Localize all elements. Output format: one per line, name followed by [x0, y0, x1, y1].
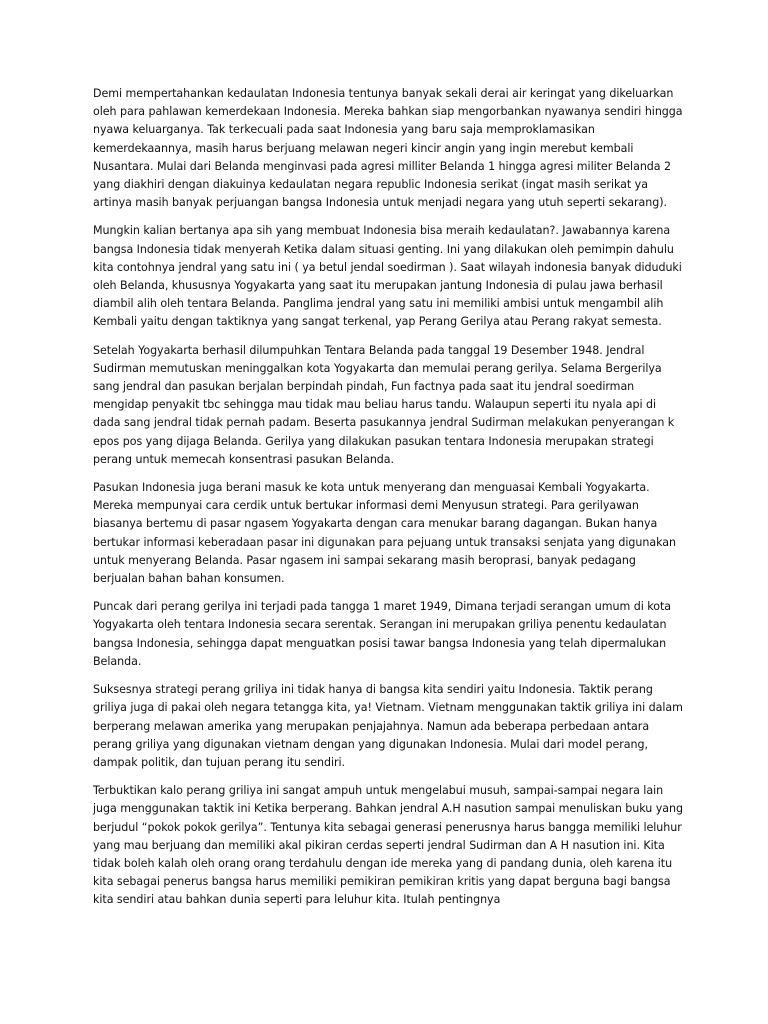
paragraph-3: Setelah Yogyakarta berhasil dilumpuhkan Tentara Belanda pada tanggal 19 Desember 1948. Jendral Sudirman memutuskan meninggalkan kota Yogyakarta dan memulai perang gerilya. Selama Bergerilya sang jendral dan pasukan berjalan berpindah pindah, Fun factnya pada saat itu jendral soedirman mengidap penyakit tbc sehingga mau tidak mau beliau harus tandu. Walaupun seperti itu nyala api di dada sang jendral tidak pernah padam. Beserta pasukannya jendral Sudirman melakukan penyerangan k epos pos yang dijaga Belanda. Gerilya yang dilakukan pasukan tentara Indonesia merupakan strategi perang untuk memecah konsentrasi pasukan Belanda.	[93, 343, 675, 466]
paragraph-7: Terbuktikan kalo perang griliya ini sangat ampuh untuk mengelabui musuh, sampai-sampai negara lain juga menggunakan taktik ini Ketika berperang. Bahkan jendral A.H nasution sampai menuliskan buku yang berjudul “pokok pokok gerilya”. Tentunya kita sebagai generasi penerusnya harus bangga memiliki leluhur yang mau berjuang dan memiliki akal pikiran cerdas seperti jendral Sudirman dan A H nasution ini. Kita tidak boleh kalah oleh orang orang terdahulu dengan ide mereka yang di pandang dunia, oleh karena itu kita sebagai penerus bangsa harus memiliki pemikiran pemikiran kritis yang dapat berguna bagi bangsa kita sendiri atau bahkan dunia seperti para leluhur kita. Itulah pentingnya	[93, 784, 683, 907]
paragraph-6: Suksesnya strategi perang griliya ini tidak hanya di bangsa kita sendiri yaitu Indonesia. Taktik perang griliya juga di pakai oleh negara tetangga kita, ya! Vietnam. Vietnam menggunakan taktik griliya ini dalam berperang melawan amerika yang merupakan penjajahnya. Namun ada beberapa perbedaan antara perang griliya yang digunakan vietnam dengan yang digunakan Indonesia. Mulai dari model perang, dampak politik, dan tujuan perang itu sendiri.	[93, 683, 683, 769]
paragraph-4: Pasukan Indonesia juga berani masuk ke kota untuk menyerang dan menguasai Kembali Yogyakarta. Mereka mempunyai cara cerdik untuk bertukar informasi demi Menyusun strategi. Para gerilyawan biasanya bertemu di pasar ngasem Yogyakarta dengan cara menukar barang dagangan. Bukan hanya bertukar informasi keberadaan pasar ini digunakan para pejuang untuk transaksi senjata yang digunakan untuk menyerang Belanda. Pasar ngasem ini sampai sekarang masih beroprasi, banyak pedagang berjualan bahan bahan konsumen.	[93, 481, 677, 586]
document-body	[93, 85, 685, 920]
paragraph-2: Mungkin kalian bertanya apa sih yang membuat Indonesia bisa meraih kedaulatan?. Jawabannya karena bangsa Indonesia tidak menyerah Ketika dalam situasi genting. Ini yang dilakukan oleh pemimpin dahulu kita contohnya jendral yang satu ini ( ya betul jendal soedirman ). Saat wilayah indonesia banyak diduduki oleh Belanda, khususnya Yogyakarta yang saat itu merupakan jantung Indonesia di pulau jawa berhasil diambil alih oleh tentara Belanda. Panglima jendral yang satu ini memiliki ambisi untuk mengambil alih Kembali yaitu dengan taktiknya yang sangat terkenal, yap Perang Gerilya atau Perang rakyat semesta.	[93, 224, 682, 329]
paragraph-5: Puncak dari perang gerilya ini terjadi pada tangga 1 maret 1949, Dimana terjadi serangan umum di kota Yogyakarta oleh tentara Indonesia secara serentak. Serangan ini merupakan griliya penentu kedaulatan bangsa Indonesia, sehingga dapat menguatkan posisi tawar bangsa Indonesia yang telah dipermalukan Belanda.	[93, 600, 672, 668]
paragraph-1: Demi mempertahankan kedaulatan Indonesia tentunya banyak sekali derai air keringat yang dikeluarkan oleh para pahlawan kemerdekaan Indonesia. Mereka bahkan siap mengorbankan nyawanya sendiri hingga nyawa keluarganya. Tak terkecuali pada saat Indonesia yang baru saja memproklamasikan kemerdekaannya, masih harus berjuang melawan negeri kincir angin yang ingin merebut kembali Nusantara. Mulai dari Belanda menginvasi pada agresi milliter Belanda 1 hingga agresi militer Belanda 2 yang diakhiri dengan diakuinya kedaulatan negara republic Indonesia serikat (ingat masih serikat ya artinya masih banyak perjuangan bangsa Indonesia untuk menjadi negara yang utuh seperti sekarang).	[93, 87, 683, 210]
